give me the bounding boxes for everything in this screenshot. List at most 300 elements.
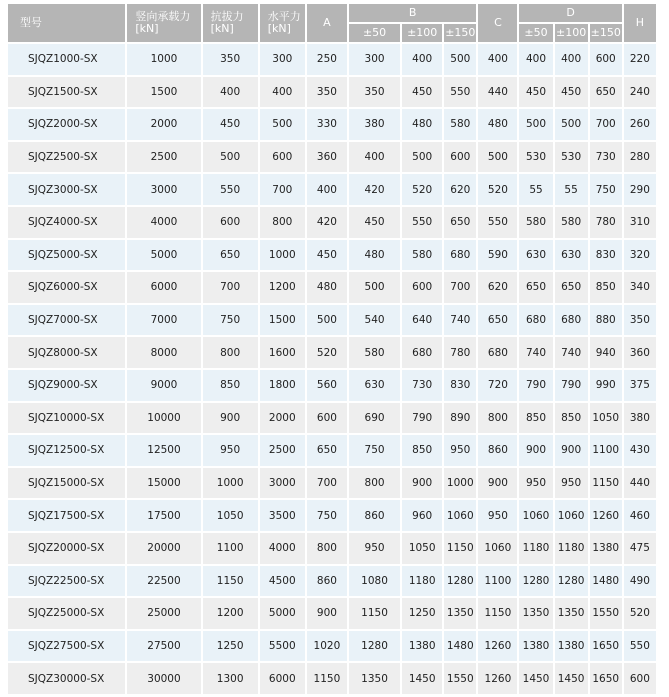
cell-B-50: 400 [349, 142, 400, 173]
cell-C: 900 [478, 468, 517, 499]
cell-D-150: 780 [590, 207, 622, 238]
cell-D-150: 650 [590, 77, 622, 108]
cell-B-150: 780 [444, 337, 476, 368]
cell-D-100: 500 [555, 109, 588, 140]
cell-pullout: 400 [203, 77, 258, 108]
cell-D-50: 500 [519, 109, 552, 140]
cell-D-150: 750 [590, 174, 622, 205]
cell-D-150: 850 [590, 272, 622, 303]
cell-D-150: 700 [590, 109, 622, 140]
cell-D-150: 1260 [590, 500, 622, 531]
cell-H: 340 [624, 272, 656, 303]
cell-pullout: 450 [203, 109, 258, 140]
cell-vertical-load: 1500 [127, 77, 200, 108]
cell-C: 860 [478, 435, 517, 466]
cell-C: 480 [478, 109, 517, 140]
cell-model: SJQZ6000-SX [8, 272, 125, 303]
cell-D-100: 400 [555, 44, 588, 75]
cell-D-50: 650 [519, 272, 552, 303]
cell-C: 1150 [478, 598, 517, 629]
cell-B-150: 600 [444, 142, 476, 173]
cell-pullout: 600 [203, 207, 258, 238]
cell-B-50: 580 [349, 337, 400, 368]
cell-B-100: 1250 [402, 598, 442, 629]
cell-B-50: 1350 [349, 663, 400, 694]
cell-A: 420 [307, 207, 347, 238]
cell-H: 280 [624, 142, 656, 173]
cell-D-100: 850 [555, 403, 588, 434]
cell-H: 490 [624, 566, 656, 597]
table-row [8, 44, 656, 75]
cell-D-100: 530 [555, 142, 588, 173]
cell-B-150: 620 [444, 174, 476, 205]
cell-pullout: 500 [203, 142, 258, 173]
cell-horizontal: 2500 [260, 435, 305, 466]
cell-horizontal: 800 [260, 207, 305, 238]
cell-C: 1260 [478, 663, 517, 694]
cell-B-50: 500 [349, 272, 400, 303]
cell-A: 250 [307, 44, 347, 75]
cell-A: 360 [307, 142, 347, 173]
cell-pullout: 1100 [203, 533, 258, 564]
header-H: H [624, 4, 656, 42]
cell-model: SJQZ7000-SX [8, 305, 125, 336]
cell-D-50: 1450 [519, 663, 552, 694]
cell-model: SJQZ8000-SX [8, 337, 125, 368]
header-horizontal-unit: [kN] [267, 22, 291, 35]
cell-D-150: 1100 [590, 435, 622, 466]
cell-horizontal: 3000 [260, 468, 305, 499]
cell-pullout: 650 [203, 240, 258, 271]
cell-B-150: 650 [444, 207, 476, 238]
cell-B-150: 1000 [444, 468, 476, 499]
cell-C: 500 [478, 142, 517, 173]
cell-horizontal: 4000 [260, 533, 305, 564]
table-row [8, 142, 656, 173]
cell-vertical-load: 6000 [127, 272, 200, 303]
cell-B-100: 480 [402, 109, 442, 140]
cell-B-50: 1280 [349, 631, 400, 662]
cell-horizontal: 300 [260, 44, 305, 75]
cell-A: 400 [307, 174, 347, 205]
cell-B-100: 900 [402, 468, 442, 499]
cell-H: 475 [624, 533, 656, 564]
cell-pullout: 1250 [203, 631, 258, 662]
cell-D-50: 1350 [519, 598, 552, 629]
header-vertical-load-label: 竖向承载力 [135, 10, 191, 23]
cell-B-100: 790 [402, 403, 442, 434]
cell-B-100: 450 [402, 77, 442, 108]
cell-B-150: 1060 [444, 500, 476, 531]
cell-vertical-load: 1000 [127, 44, 200, 75]
cell-C: 1260 [478, 631, 517, 662]
cell-B-100: 1450 [402, 663, 442, 694]
cell-D-100: 950 [555, 468, 588, 499]
cell-D-150: 1550 [590, 598, 622, 629]
table-row [8, 435, 656, 466]
cell-D-100: 580 [555, 207, 588, 238]
cell-D-50: 790 [519, 370, 552, 401]
cell-B-100: 400 [402, 44, 442, 75]
cell-A: 650 [307, 435, 347, 466]
cell-B-100: 520 [402, 174, 442, 205]
cell-B-50: 480 [349, 240, 400, 271]
table-row [8, 174, 656, 205]
cell-pullout: 750 [203, 305, 258, 336]
cell-C: 1100 [478, 566, 517, 597]
cell-A: 350 [307, 77, 347, 108]
cell-vertical-load: 5000 [127, 240, 200, 271]
cell-C: 440 [478, 77, 517, 108]
cell-horizontal: 1000 [260, 240, 305, 271]
cell-B-150: 1280 [444, 566, 476, 597]
cell-A: 900 [307, 598, 347, 629]
cell-D-50: 55 [519, 174, 552, 205]
cell-B-100: 1380 [402, 631, 442, 662]
cell-pullout: 700 [203, 272, 258, 303]
table-row [8, 337, 656, 368]
cell-vertical-load: 2000 [127, 109, 200, 140]
cell-model: SJQZ1000-SX [8, 44, 125, 75]
header-pullout [203, 4, 258, 42]
cell-D-150: 1480 [590, 566, 622, 597]
header-pullout-label: 抗拔力 [210, 10, 244, 23]
cell-vertical-load: 12500 [127, 435, 200, 466]
cell-C: 550 [478, 207, 517, 238]
cell-model: SJQZ17500-SX [8, 500, 125, 531]
cell-H: 460 [624, 500, 656, 531]
cell-D-100: 740 [555, 337, 588, 368]
header-vertical-load [127, 4, 200, 42]
cell-model: SJQZ2500-SX [8, 142, 125, 173]
table-row [8, 240, 656, 271]
cell-vertical-load: 22500 [127, 566, 200, 597]
cell-D-50: 400 [519, 44, 552, 75]
cell-B-50: 1150 [349, 598, 400, 629]
cell-model: SJQZ5000-SX [8, 240, 125, 271]
cell-D-50: 1380 [519, 631, 552, 662]
table-row [8, 566, 656, 597]
cell-pullout: 550 [203, 174, 258, 205]
cell-C: 950 [478, 500, 517, 531]
cell-B-50: 1080 [349, 566, 400, 597]
cell-D-100: 900 [555, 435, 588, 466]
cell-horizontal: 5500 [260, 631, 305, 662]
header-B-100: ±100 [402, 24, 442, 42]
cell-A: 600 [307, 403, 347, 434]
cell-horizontal: 1500 [260, 305, 305, 336]
cell-H: 520 [624, 598, 656, 629]
cell-B-150: 580 [444, 109, 476, 140]
cell-vertical-load: 27500 [127, 631, 200, 662]
bearing-spec-table [6, 2, 658, 696]
cell-B-150: 890 [444, 403, 476, 434]
cell-B-100: 1050 [402, 533, 442, 564]
cell-A: 480 [307, 272, 347, 303]
cell-C: 680 [478, 337, 517, 368]
cell-model: SJQZ20000-SX [8, 533, 125, 564]
cell-D-150: 600 [590, 44, 622, 75]
cell-D-150: 990 [590, 370, 622, 401]
table-row [8, 305, 656, 336]
cell-B-50: 690 [349, 403, 400, 434]
cell-B-100: 550 [402, 207, 442, 238]
cell-D-150: 1150 [590, 468, 622, 499]
header-D: D [519, 4, 621, 22]
cell-B-100: 640 [402, 305, 442, 336]
cell-D-50: 630 [519, 240, 552, 271]
cell-B-50: 540 [349, 305, 400, 336]
cell-model: SJQZ10000-SX [8, 403, 125, 434]
cell-D-50: 900 [519, 435, 552, 466]
cell-B-100: 1180 [402, 566, 442, 597]
cell-B-50: 950 [349, 533, 400, 564]
header-horizontal [260, 4, 305, 42]
cell-horizontal: 1600 [260, 337, 305, 368]
cell-vertical-load: 15000 [127, 468, 200, 499]
cell-pullout: 1000 [203, 468, 258, 499]
cell-D-50: 680 [519, 305, 552, 336]
cell-horizontal: 4500 [260, 566, 305, 597]
cell-C: 720 [478, 370, 517, 401]
table-row [8, 500, 656, 531]
table-row [8, 533, 656, 564]
cell-H: 360 [624, 337, 656, 368]
cell-horizontal: 600 [260, 142, 305, 173]
cell-vertical-load: 17500 [127, 500, 200, 531]
header-B-150: ±150 [444, 24, 476, 42]
cell-A: 500 [307, 305, 347, 336]
header-D-150: ±150 [590, 24, 622, 42]
cell-model: SJQZ22500-SX [8, 566, 125, 597]
cell-D-150: 1380 [590, 533, 622, 564]
cell-A: 330 [307, 109, 347, 140]
cell-B-50: 860 [349, 500, 400, 531]
cell-B-150: 740 [444, 305, 476, 336]
cell-pullout: 950 [203, 435, 258, 466]
cell-D-100: 1350 [555, 598, 588, 629]
cell-C: 590 [478, 240, 517, 271]
cell-C: 520 [478, 174, 517, 205]
cell-vertical-load: 2500 [127, 142, 200, 173]
cell-D-50: 1060 [519, 500, 552, 531]
cell-D-50: 1280 [519, 566, 552, 597]
cell-H: 440 [624, 468, 656, 499]
cell-horizontal: 5000 [260, 598, 305, 629]
cell-D-100: 680 [555, 305, 588, 336]
cell-D-100: 1280 [555, 566, 588, 597]
cell-B-150: 700 [444, 272, 476, 303]
header-A: A [307, 4, 347, 42]
table-row [8, 272, 656, 303]
cell-B-50: 350 [349, 77, 400, 108]
cell-vertical-load: 9000 [127, 370, 200, 401]
cell-D-100: 450 [555, 77, 588, 108]
cell-model: SJQZ27500-SX [8, 631, 125, 662]
cell-H: 260 [624, 109, 656, 140]
table-header [8, 4, 656, 42]
cell-vertical-load: 8000 [127, 337, 200, 368]
cell-model: SJQZ4000-SX [8, 207, 125, 238]
cell-H: 320 [624, 240, 656, 271]
cell-vertical-load: 3000 [127, 174, 200, 205]
cell-H: 220 [624, 44, 656, 75]
cell-vertical-load: 10000 [127, 403, 200, 434]
cell-H: 240 [624, 77, 656, 108]
cell-D-100: 650 [555, 272, 588, 303]
cell-model: SJQZ12500-SX [8, 435, 125, 466]
cell-pullout: 800 [203, 337, 258, 368]
cell-A: 750 [307, 500, 347, 531]
cell-vertical-load: 30000 [127, 663, 200, 694]
cell-B-150: 1150 [444, 533, 476, 564]
cell-model: SJQZ1500-SX [8, 77, 125, 108]
header-C: C [478, 4, 517, 42]
cell-horizontal: 700 [260, 174, 305, 205]
cell-D-50: 850 [519, 403, 552, 434]
cell-H: 310 [624, 207, 656, 238]
header-pullout-unit: [kN] [210, 22, 234, 35]
cell-vertical-load: 4000 [127, 207, 200, 238]
cell-B-150: 1550 [444, 663, 476, 694]
table-row [8, 631, 656, 662]
header-B: B [349, 4, 476, 22]
cell-model: SJQZ25000-SX [8, 598, 125, 629]
cell-model: SJQZ3000-SX [8, 174, 125, 205]
cell-B-50: 420 [349, 174, 400, 205]
cell-pullout: 350 [203, 44, 258, 75]
cell-B-150: 550 [444, 77, 476, 108]
cell-B-50: 380 [349, 109, 400, 140]
cell-model: SJQZ30000-SX [8, 663, 125, 694]
header-horizontal-label: 水平力 [267, 10, 301, 23]
header-D-50: ±50 [519, 24, 552, 42]
cell-D-100: 1380 [555, 631, 588, 662]
cell-horizontal: 400 [260, 77, 305, 108]
table-row [8, 370, 656, 401]
cell-D-100: 630 [555, 240, 588, 271]
cell-D-150: 730 [590, 142, 622, 173]
cell-pullout: 1200 [203, 598, 258, 629]
cell-H: 550 [624, 631, 656, 662]
table-body [8, 44, 656, 694]
cell-pullout: 1150 [203, 566, 258, 597]
cell-D-150: 940 [590, 337, 622, 368]
cell-vertical-load: 25000 [127, 598, 200, 629]
cell-H: 380 [624, 403, 656, 434]
cell-D-100: 1450 [555, 663, 588, 694]
cell-H: 600 [624, 663, 656, 694]
cell-D-150: 830 [590, 240, 622, 271]
cell-model: SJQZ2000-SX [8, 109, 125, 140]
cell-D-50: 1180 [519, 533, 552, 564]
cell-H: 350 [624, 305, 656, 336]
cell-B-150: 500 [444, 44, 476, 75]
cell-A: 520 [307, 337, 347, 368]
cell-D-150: 1050 [590, 403, 622, 434]
cell-D-50: 580 [519, 207, 552, 238]
cell-pullout: 1300 [203, 663, 258, 694]
cell-D-150: 1650 [590, 631, 622, 662]
table-row [8, 207, 656, 238]
cell-A: 1020 [307, 631, 347, 662]
cell-pullout: 1050 [203, 500, 258, 531]
cell-pullout: 850 [203, 370, 258, 401]
cell-A: 860 [307, 566, 347, 597]
cell-horizontal: 3500 [260, 500, 305, 531]
cell-B-100: 500 [402, 142, 442, 173]
header-D-100: ±100 [555, 24, 588, 42]
cell-horizontal: 1800 [260, 370, 305, 401]
cell-B-50: 450 [349, 207, 400, 238]
cell-C: 400 [478, 44, 517, 75]
cell-A: 560 [307, 370, 347, 401]
cell-B-150: 830 [444, 370, 476, 401]
table-row [8, 77, 656, 108]
cell-B-100: 580 [402, 240, 442, 271]
table-row [8, 468, 656, 499]
table-row [8, 598, 656, 629]
cell-H: 430 [624, 435, 656, 466]
cell-A: 1150 [307, 663, 347, 694]
cell-C: 1060 [478, 533, 517, 564]
cell-B-100: 960 [402, 500, 442, 531]
cell-vertical-load: 20000 [127, 533, 200, 564]
cell-B-50: 750 [349, 435, 400, 466]
cell-H: 375 [624, 370, 656, 401]
cell-B-50: 300 [349, 44, 400, 75]
cell-C: 650 [478, 305, 517, 336]
cell-D-50: 740 [519, 337, 552, 368]
cell-horizontal: 1200 [260, 272, 305, 303]
cell-A: 700 [307, 468, 347, 499]
cell-vertical-load: 7000 [127, 305, 200, 336]
cell-H: 290 [624, 174, 656, 205]
cell-horizontal: 500 [260, 109, 305, 140]
spec-table-wrapper [8, 4, 660, 694]
cell-B-50: 630 [349, 370, 400, 401]
header-B-50: ±50 [349, 24, 400, 42]
cell-horizontal: 2000 [260, 403, 305, 434]
cell-B-100: 730 [402, 370, 442, 401]
header-model: 型号 [8, 4, 125, 42]
cell-B-100: 850 [402, 435, 442, 466]
cell-horizontal: 6000 [260, 663, 305, 694]
cell-B-100: 680 [402, 337, 442, 368]
table-row [8, 663, 656, 694]
cell-B-150: 950 [444, 435, 476, 466]
cell-B-150: 1480 [444, 631, 476, 662]
cell-D-150: 1650 [590, 663, 622, 694]
cell-D-100: 790 [555, 370, 588, 401]
header-vertical-load-unit: [kN] [135, 22, 159, 35]
cell-D-50: 530 [519, 142, 552, 173]
cell-D-150: 880 [590, 305, 622, 336]
cell-D-100: 1180 [555, 533, 588, 564]
cell-C: 620 [478, 272, 517, 303]
cell-B-150: 1350 [444, 598, 476, 629]
cell-pullout: 900 [203, 403, 258, 434]
cell-B-100: 600 [402, 272, 442, 303]
cell-A: 450 [307, 240, 347, 271]
cell-D-100: 55 [555, 174, 588, 205]
cell-D-100: 1060 [555, 500, 588, 531]
table-row [8, 109, 656, 140]
cell-D-50: 950 [519, 468, 552, 499]
cell-model: SJQZ15000-SX [8, 468, 125, 499]
cell-D-50: 450 [519, 77, 552, 108]
cell-B-50: 800 [349, 468, 400, 499]
